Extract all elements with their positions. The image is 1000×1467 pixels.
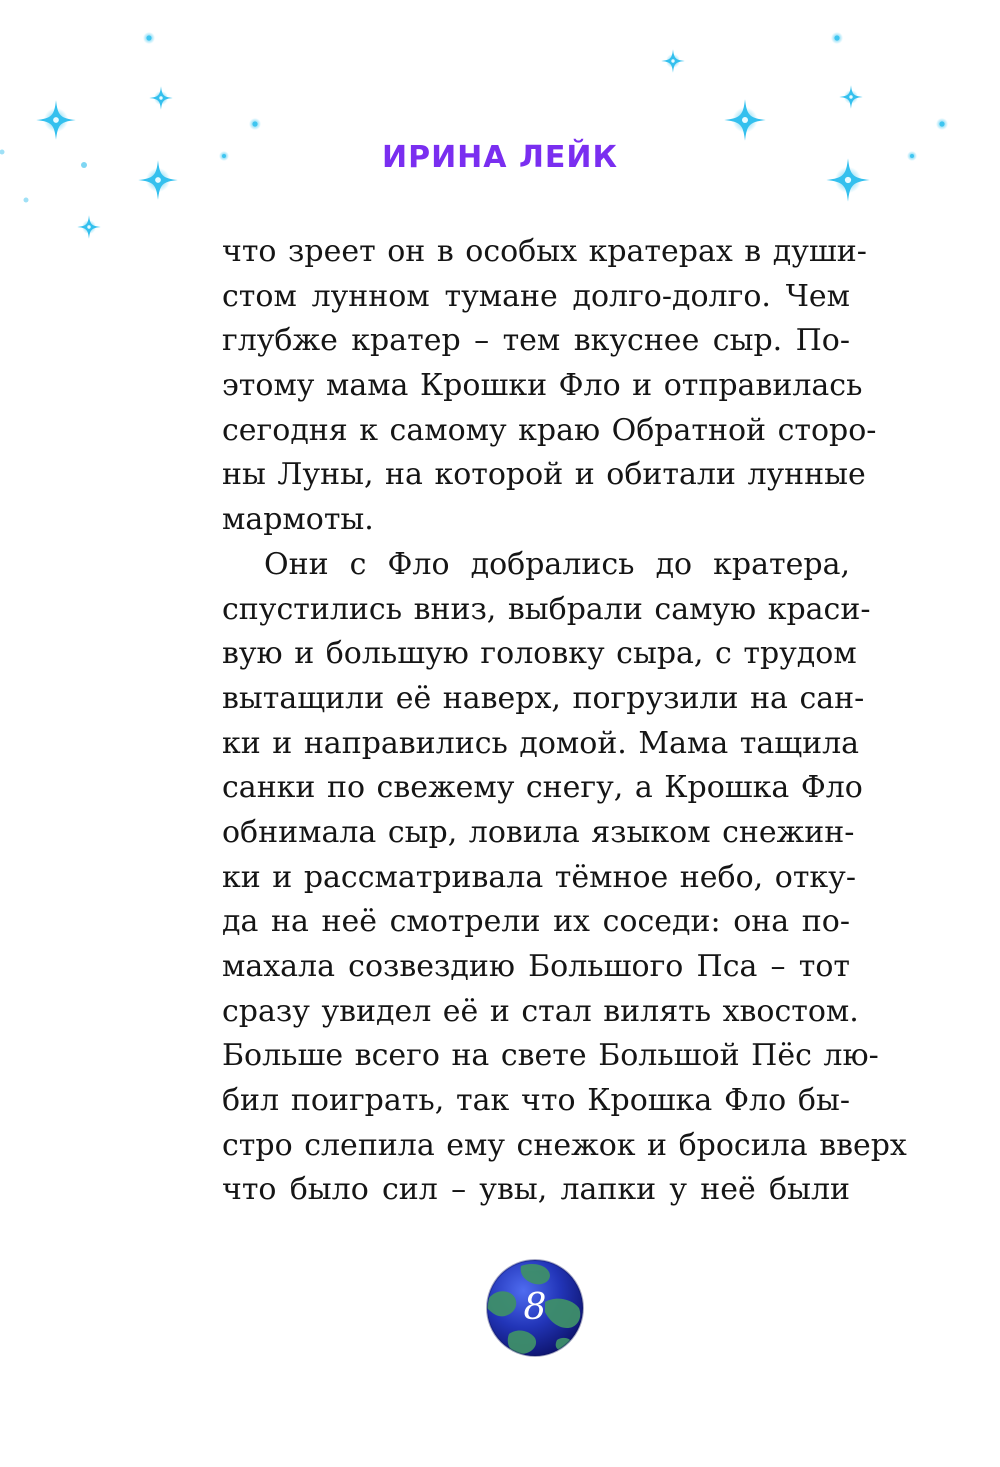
text-line: Они с Фло добрались до кратера, bbox=[264, 546, 850, 582]
text-line: стро слепила ему снежок и бросила вверх bbox=[222, 1127, 907, 1163]
text-line: вую и большую головку сыра, с трудом bbox=[222, 636, 857, 672]
text-line: обнимала сыр, ловила языком снежин- bbox=[222, 814, 855, 850]
text-line: стом лунном тумане долго-долго. Чем bbox=[222, 278, 850, 314]
star-icon bbox=[77, 215, 100, 238]
text-line: спустились вниз, выбрали самую краси- bbox=[222, 591, 871, 627]
text-line: бил поиграть, так что Крошка Фло бы- bbox=[222, 1083, 850, 1119]
text-line: санки по свежему снегу, а Крошка Фло bbox=[222, 770, 863, 806]
star-icon bbox=[724, 99, 765, 140]
author-name: ИРИНА ЛЕЙК bbox=[381, 140, 618, 175]
page-number: 8 bbox=[523, 1287, 547, 1328]
text-line: мармоты. bbox=[222, 502, 374, 538]
starry-sky-decoration bbox=[0, 0, 1000, 260]
page-number-badge bbox=[485, 1258, 585, 1358]
text-line: да на неё смотрели их соседи: она по- bbox=[222, 904, 850, 940]
star-icon bbox=[36, 100, 76, 140]
text-line: Больше всего на свете Большой Пёс лю- bbox=[222, 1038, 879, 1074]
text-line: ки и направились домой. Мама тащила bbox=[222, 725, 860, 761]
text-line: ки и рассматривала тёмное небо, отку- bbox=[222, 859, 856, 895]
text-line: что зреет он в особых кратерах в души- bbox=[222, 234, 867, 269]
paragraph bbox=[222, 230, 877, 543]
body-text bbox=[222, 230, 907, 1213]
star-icon bbox=[839, 85, 862, 108]
paragraph bbox=[222, 543, 907, 1213]
text-line: сразу увидел её и стал вилять хвостом. bbox=[222, 993, 859, 1029]
text-line: ны Луны, на которой и обитали лунные bbox=[222, 457, 866, 493]
text-line: глубже кратер – тем вкуснее сыр. По- bbox=[222, 323, 850, 359]
text-line: этому мама Крошки Фло и отправилась bbox=[222, 368, 863, 404]
text-line: махала созвездию Большого Пса – тот bbox=[222, 949, 850, 984]
text-line: что было сил – увы, лапки у неё были bbox=[222, 1172, 850, 1208]
star-icon bbox=[661, 49, 684, 72]
text-line: вытащили её наверх, погрузили на сан- bbox=[222, 680, 865, 716]
star-icon bbox=[149, 86, 172, 109]
star-dots bbox=[0, 32, 948, 203]
text-line: сегодня к самому краю Обратной сторо- bbox=[222, 412, 877, 448]
